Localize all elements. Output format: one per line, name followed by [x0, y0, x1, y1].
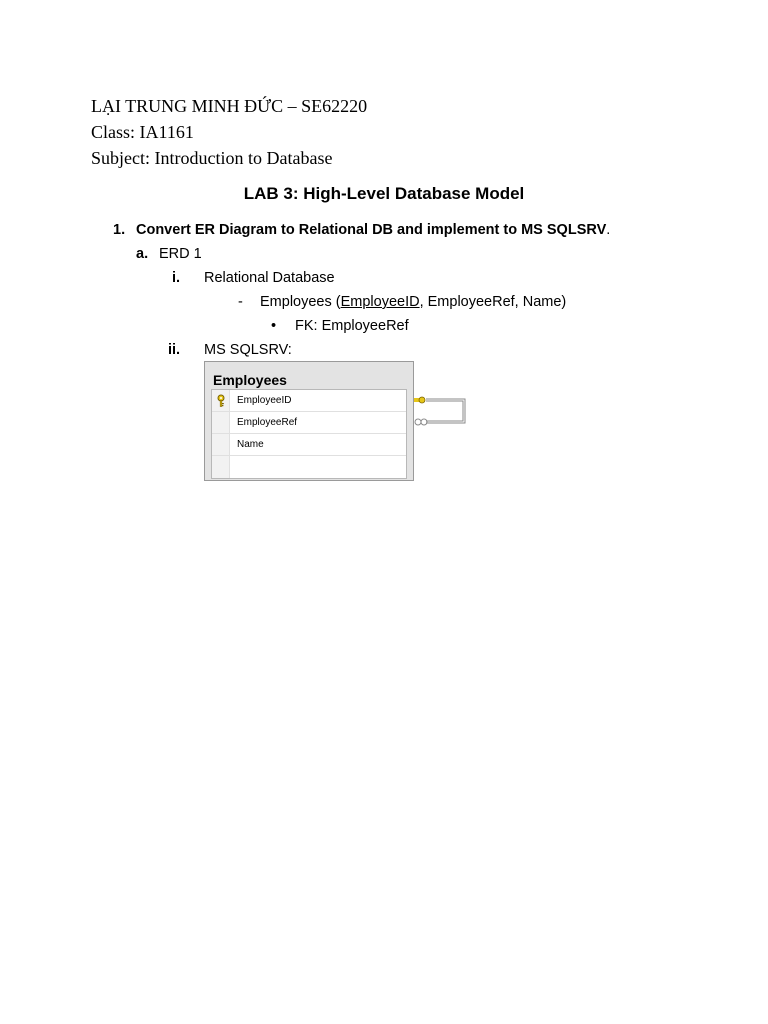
section-heading-text: Convert ER Diagram to Relational DB and implement to MS SQLSRV [136, 222, 607, 238]
item-i-text: Relational Database [204, 270, 335, 286]
relation-schema [260, 293, 566, 311]
one-end-key-icon [414, 397, 425, 403]
diagram-row-empty [212, 456, 406, 478]
page-title: LAB 3: High-Level Database Model [243, 184, 525, 203]
diagram-column-name: EmployeeID [237, 395, 292, 406]
student-name: LẠI TRUNG MINH ĐỨC – SE62220 [91, 96, 368, 116]
row-selector [212, 434, 230, 455]
diagram-row [212, 434, 406, 456]
subject-line: Subject: Introduction to Database [91, 148, 333, 168]
dash-marker: - [238, 294, 243, 310]
item-ii-text: MS SQLSRV: [204, 342, 292, 358]
section-number: 1. [113, 222, 126, 238]
relation-primary-key: EmployeeID [340, 294, 420, 310]
diagram-column-name: Name [237, 439, 264, 450]
diagram-table-name: Employees [213, 372, 287, 388]
diagram-column-name: EmployeeRef [237, 417, 298, 428]
diagram-row [212, 390, 406, 412]
key-icon [216, 394, 226, 413]
row-selector [212, 412, 230, 433]
bullet-marker: • [271, 318, 277, 334]
item-i-label: i. [172, 270, 181, 286]
self-relationship-line [412, 392, 472, 428]
section-heading-end: . [606, 222, 611, 238]
class-line: Class: IA1161 [91, 122, 194, 142]
sub-a-text: ERD 1 [159, 246, 202, 262]
sub-a-label: a. [136, 246, 149, 262]
relation-prefix: Employees ( [260, 294, 341, 310]
section-heading [136, 221, 610, 239]
foreign-key-text: FK: EmployeeRef [295, 318, 409, 334]
row-selector [212, 456, 230, 478]
relation-rest: , EmployeeRef, Name) [419, 294, 567, 310]
diagram-row [212, 412, 406, 434]
employees-table-diagram [204, 361, 414, 481]
diagram-column-grid [211, 389, 407, 479]
item-ii-label: ii. [168, 342, 181, 358]
many-end-infinity-icon [415, 419, 427, 425]
